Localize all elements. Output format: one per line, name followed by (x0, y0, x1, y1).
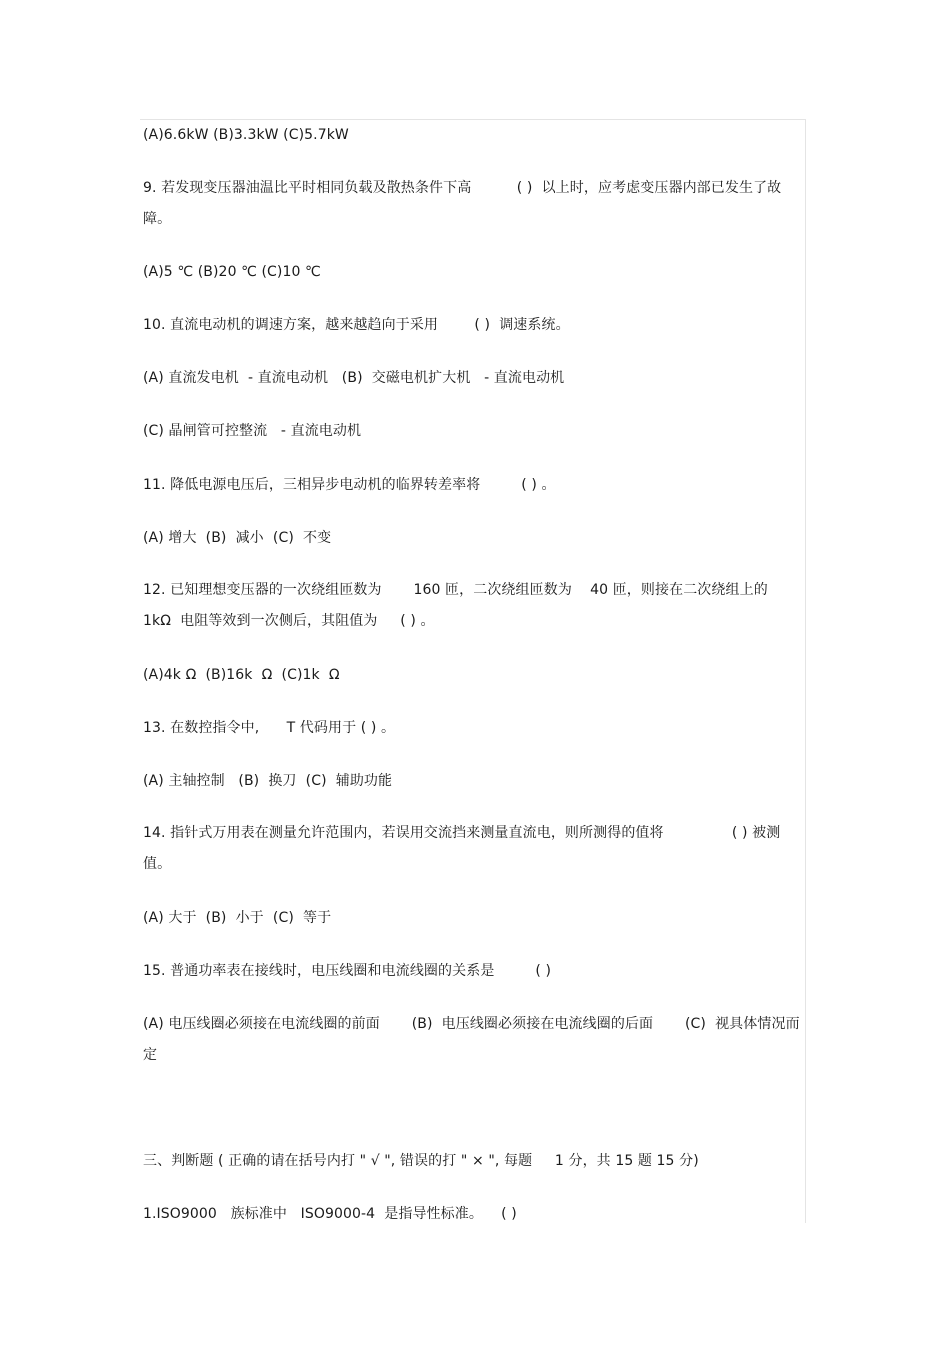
section-heading-true-false: 三、判断题 ( 正确的请在括号内打 " √ ", 错误的打 " × ", 每题 1 分，共 15 题 15 分) (143, 1153, 699, 1169)
option-line-q9: (A)5 ℃ (B)20 ℃ (C)10 ℃ (143, 264, 321, 280)
option-line-q12: (A)4k Ω (B)16k Ω (C)1k Ω (143, 667, 340, 683)
question-9: 9. 若发现变压器油温比平时相同负载及散热条件下高 ( ) 以上时，应考虑变压器内部已发生了故障。 (143, 180, 782, 227)
option-line-q14: (A) 大于 (B) 小于 (C) 等于 (143, 910, 332, 926)
option-line-q11: (A) 增大 (B) 减小 (C) 不变 (143, 530, 332, 546)
question-11: 11. 降低电源电压后，三相异步电动机的临界转差率将 ( ) 。 (143, 477, 556, 493)
option-line-q13: (A) 主轴控制 (B) 换刀 (C) 辅助功能 (143, 773, 393, 789)
question-14: 14. 指针式万用表在测量允许范围内，若误用交流挡来测量直流电，则所测得的值将 ( ) 被测值。 (143, 825, 781, 872)
question-10: 10. 直流电动机的调速方案，越来越趋向于采用 ( ) 调速系统。 (143, 317, 570, 333)
option-line-q8: (A)6.6kW (B)3.3kW (C)5.7kW (143, 127, 349, 143)
option-line-q10-ab: (A) 直流发电机 - 直流电动机 (B) 交磁电机扩大机 - 直流电动机 (143, 370, 565, 386)
question-15: 15. 普通功率表在接线时，电压线圈和电流线圈的关系是 ( ) (143, 963, 552, 979)
option-line-q10-c: (C) 晶闸管可控整流 - 直流电动机 (143, 423, 362, 439)
question-13: 13. 在数控指令中, T 代码用于 ( ) 。 (143, 720, 396, 736)
question-12: 12. 已知理想变压器的一次绕组匝数为 160 匝，二次绕组匝数为 40 匝，则接在二次绕组上的 1kΩ 电阻等效到一次侧后，其阻值为 ( ) 。 (143, 582, 768, 629)
option-line-q15: (A) 电压线圈必须接在电流线圈的前面 (B) 电压线圈必须接在电流线圈的后面 (C) 视具体情况而定 (143, 1016, 800, 1063)
tf-question-1: 1.ISO9000 族标准中 ISO9000-4 是指导性标准。 ( ) (143, 1206, 517, 1222)
